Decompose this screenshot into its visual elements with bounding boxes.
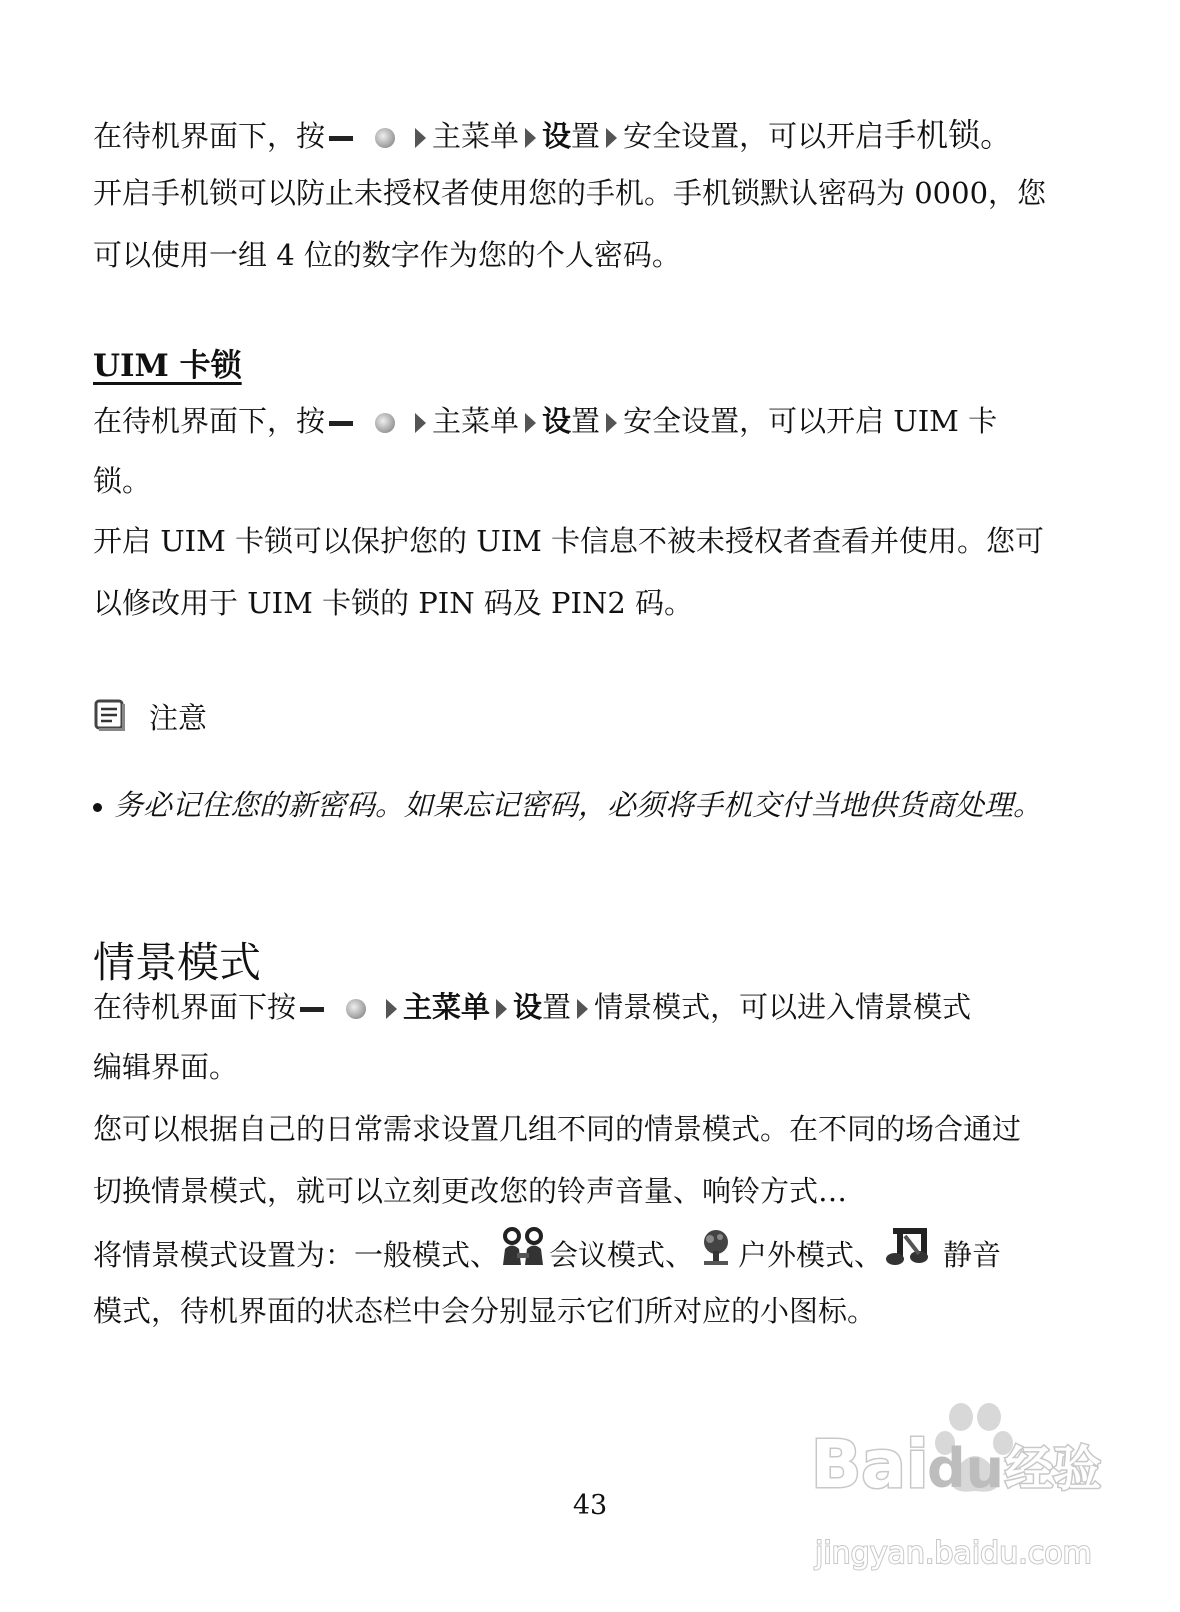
note-text: 务必记住您的新密码。如果忘记密码，必须将手机交付当地供货商处理。	[114, 788, 1043, 822]
minus-key-icon	[329, 136, 353, 141]
profile-heading: 情景模式	[93, 938, 262, 987]
text: 安全设置，可以开启 UIM 卡	[623, 404, 998, 438]
note-bullet	[93, 780, 1042, 830]
settings-text-bold: 设	[542, 119, 572, 153]
profile-line1	[93, 976, 1093, 1038]
para1-line3: 可以使用一组 4 位的数字作为您的个人密码。	[93, 238, 681, 272]
para1-line1	[93, 104, 1093, 167]
arrow-right-icon	[496, 999, 507, 1019]
text: 情景模式，可以进入情景模式	[594, 990, 972, 1024]
text: 会议模式、	[549, 1238, 695, 1272]
minus-key-icon	[329, 421, 353, 426]
settings-text-bold: 设	[513, 990, 543, 1024]
text: 在待机界面下按	[93, 990, 297, 1024]
uim-line1	[93, 390, 1093, 452]
profile-line4: 切换情景模式，就可以立刻更改您的铃声音量、响铃方式…	[93, 1174, 848, 1208]
svg-text:jingyan.baidu.com: jingyan.baidu.com	[815, 1536, 1092, 1571]
arrow-right-icon	[386, 999, 397, 1019]
uim-heading: UIM 卡锁	[93, 348, 242, 384]
profile-line6: 模式，待机界面的状态栏中会分别显示它们所对应的小图标。	[93, 1294, 877, 1328]
arrow-right-icon	[415, 413, 426, 433]
page-number: 43	[572, 1490, 608, 1521]
text: 静音	[943, 1238, 1002, 1272]
settings-text: 置	[542, 990, 572, 1024]
minus-key-icon	[300, 1007, 324, 1012]
text: 手机锁。	[884, 116, 1013, 154]
settings-text: 置	[571, 119, 601, 153]
menu-text: 主菜单	[432, 119, 520, 153]
ok-key-icon	[346, 999, 366, 1019]
note-row	[93, 698, 207, 742]
baidu-watermark-logo	[805, 1395, 1135, 1585]
outdoor-mode-icon	[696, 1226, 736, 1288]
menu-text: 主菜单	[403, 990, 491, 1024]
note-icon	[93, 698, 127, 742]
svg-text:Bai: Bai	[811, 1426, 929, 1503]
arrow-right-icon	[415, 128, 426, 148]
uim-line2: 锁。	[93, 464, 152, 498]
text: 户外模式、	[738, 1238, 884, 1272]
profile-line2: 编辑界面。	[93, 1050, 239, 1084]
uim-line3: 开启 UIM 卡锁可以保护您的 UIM 卡信息不被未授权者查看并使用。您可	[93, 524, 1045, 558]
para1-line2: 开启手机锁可以防止未授权者使用您的手机。手机锁默认密码为 0000，您	[93, 176, 1047, 210]
text: 在待机界面下，按	[93, 119, 326, 153]
meeting-mode-icon	[501, 1226, 547, 1288]
svg-text:du: du	[927, 1437, 1005, 1500]
arrow-right-icon	[525, 128, 536, 148]
text: 在待机界面下，按	[93, 404, 326, 438]
ok-key-icon	[375, 128, 395, 148]
settings-text-bold: 设	[542, 404, 572, 438]
text: 将情景模式设置为：一般模式、	[93, 1238, 500, 1272]
note-label: 注意	[149, 701, 208, 735]
settings-text: 置	[571, 404, 601, 438]
svg-text:经验: 经验	[1005, 1441, 1102, 1497]
arrow-right-icon	[606, 128, 617, 148]
arrow-right-icon	[606, 413, 617, 433]
text: 安全设置，可以开启	[623, 119, 885, 153]
uim-line4: 以修改用于 UIM 卡锁的 PIN 码及 PIN2 码。	[93, 586, 694, 620]
menu-text: 主菜单	[432, 404, 520, 438]
profile-line5	[93, 1224, 1093, 1289]
bullet-dot-icon	[93, 803, 102, 812]
arrow-right-icon	[577, 999, 588, 1019]
ok-key-icon	[375, 413, 395, 433]
arrow-right-icon	[525, 413, 536, 433]
profile-line3: 您可以根据自己的日常需求设置几组不同的情景模式。在不同的场合通过	[93, 1112, 1022, 1146]
